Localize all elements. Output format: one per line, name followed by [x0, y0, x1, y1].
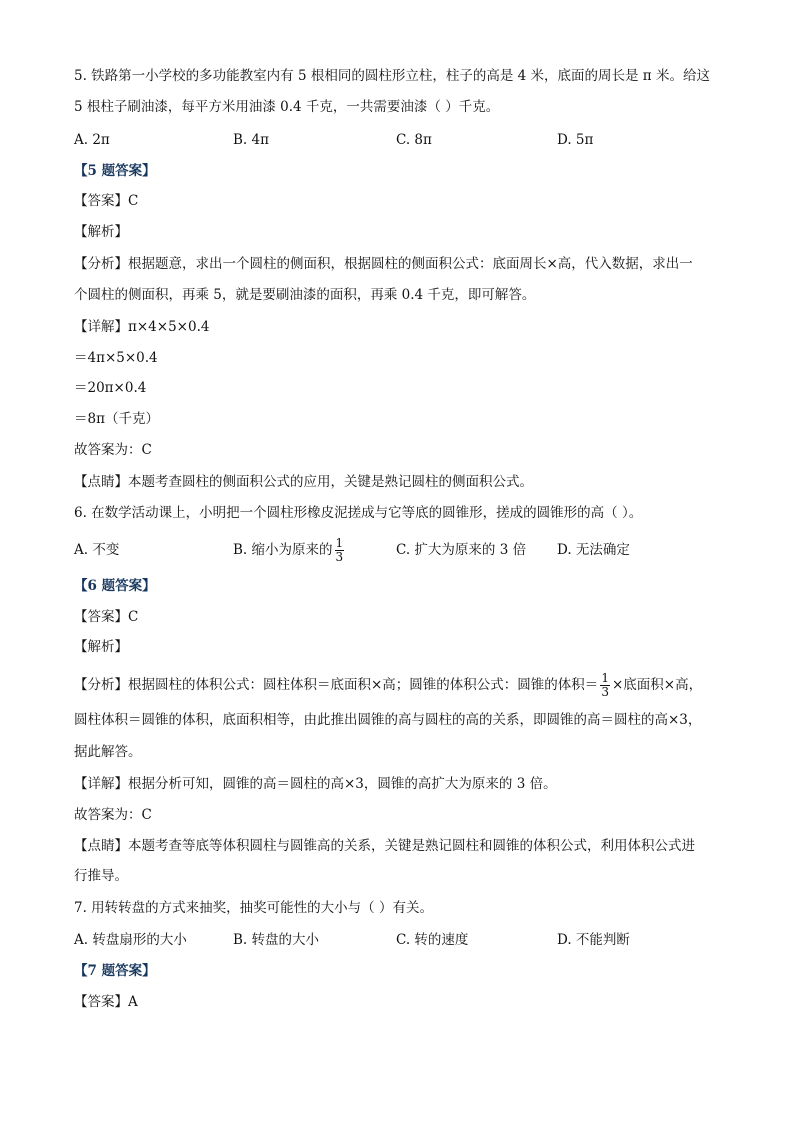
q5-detail-line3: ＝20π×0.4 [74, 380, 147, 396]
q5-option-c: C. 8π [396, 132, 432, 148]
q6-conclusion: 故答案为：C [74, 807, 152, 823]
q5-dianjing: 【点睛】本题考查圆柱的侧面积公式的应用，关键是熟记圆柱的侧面积公式。 [74, 474, 533, 490]
q5-detail-line1: 【详解】π×4×5×0.4 [74, 319, 210, 335]
q5-conclusion: 故答案为：C [74, 442, 152, 458]
q6-answer-header: 【6 题答案】 [74, 578, 156, 594]
q5-option-a: A. 2π [74, 132, 110, 148]
q6-option-b-label: B. 缩小为原来的 [233, 542, 333, 558]
q7-option-b: B. 转盘的大小 [233, 932, 320, 948]
fraction-denominator: 3 [335, 550, 344, 564]
q5-answer-header: 【5 题答案】 [74, 163, 156, 179]
q5-answer: 【答案】C [74, 193, 139, 209]
fraction-numerator: 1 [601, 671, 609, 685]
q5-option-d: D. 5π [557, 132, 594, 148]
q5-detail-line4: ＝8π（千克） [74, 411, 159, 427]
fraction-one-third [335, 537, 345, 564]
q5-fenxi-line1: 【分析】根据题意，求出一个圆柱的侧面积，根据圆柱的侧面积公式：底面周长×高，代入数据，求出一 [74, 256, 693, 272]
fraction-denominator: 3 [601, 685, 609, 699]
fraction-numerator: 1 [335, 536, 344, 550]
q7-option-a: A. 转盘扇形的大小 [74, 932, 187, 948]
q6-fenxi-line2: 圆柱体积＝圆锥的体积，底面积相等，由此推出圆锥的高与圆柱的高的关系，即圆锥的高＝圆柱的高×3， [74, 712, 702, 728]
q6-option-d: D. 无法确定 [557, 542, 630, 558]
q5-analysis-header: 【解析】 [74, 224, 128, 240]
q6-dianjing-line1: 【点睛】本题考查等底等体积圆柱与圆锥高的关系，关键是熟记圆柱和圆锥的体积公式，利用体积公式进 [74, 838, 695, 854]
q6-option-c: C. 扩大为原来的 3 倍 [396, 542, 527, 558]
fraction-one-third [600, 672, 610, 699]
q5-stem-line2: 5 根柱子刷油漆，每平方米用油漆 0.4 千克，一共需要油漆（ ）千克。 [74, 99, 500, 115]
q6-fenxi-line1-a: 【分析】根据圆柱的体积公式：圆柱体积＝底面积×高；圆锥的体积公式：圆锥的体积＝ [74, 677, 599, 693]
q5-option-b: B. 4π [233, 132, 269, 148]
q7-stem-line1: 7. 用转转盘的方式来抽奖，抽奖可能性的大小与（ ）有关。 [74, 900, 433, 916]
q6-fenxi-line3: 据此解答。 [74, 744, 142, 760]
q7-answer: 【答案】A [74, 994, 138, 1010]
q5-fenxi-line2: 个圆柱的侧面积，再乘 5，就是要刷油漆的面积，再乘 0.4 千克，即可解答。 [74, 287, 536, 303]
q6-fenxi-line1-b: ×底面积×高， [611, 677, 703, 693]
q6-option-a: A. 不变 [74, 542, 120, 558]
q5-detail-line2: ＝4π×5×0.4 [74, 350, 158, 366]
q6-answer: 【答案】C [74, 609, 139, 625]
q6-analysis-header: 【解析】 [74, 639, 128, 655]
q6-detail: 【详解】根据分析可知，圆锥的高＝圆柱的高×3，圆锥的高扩大为原来的 3 倍。 [74, 776, 557, 792]
q5-stem-line1: 5. 铁路第一小学校的多功能教室内有 5 根相同的圆柱形立柱，柱子的高是 4 米，底面的周长是 π 米。给这 [74, 68, 710, 84]
q6-dianjing-line2: 行推导。 [74, 868, 128, 884]
q7-option-c: C. 转的速度 [396, 932, 469, 948]
q7-option-d: D. 不能判断 [557, 932, 630, 948]
q6-fenxi-line1 [74, 665, 702, 705]
q6-stem-line1: 6. 在数学活动课上，小明把一个圆柱形橡皮泥搓成与它等底的圆锥形，搓成的圆锥形的高（ ）。 [74, 505, 643, 521]
q6-option-b [233, 530, 346, 570]
q7-answer-header: 【7 题答案】 [74, 963, 156, 979]
